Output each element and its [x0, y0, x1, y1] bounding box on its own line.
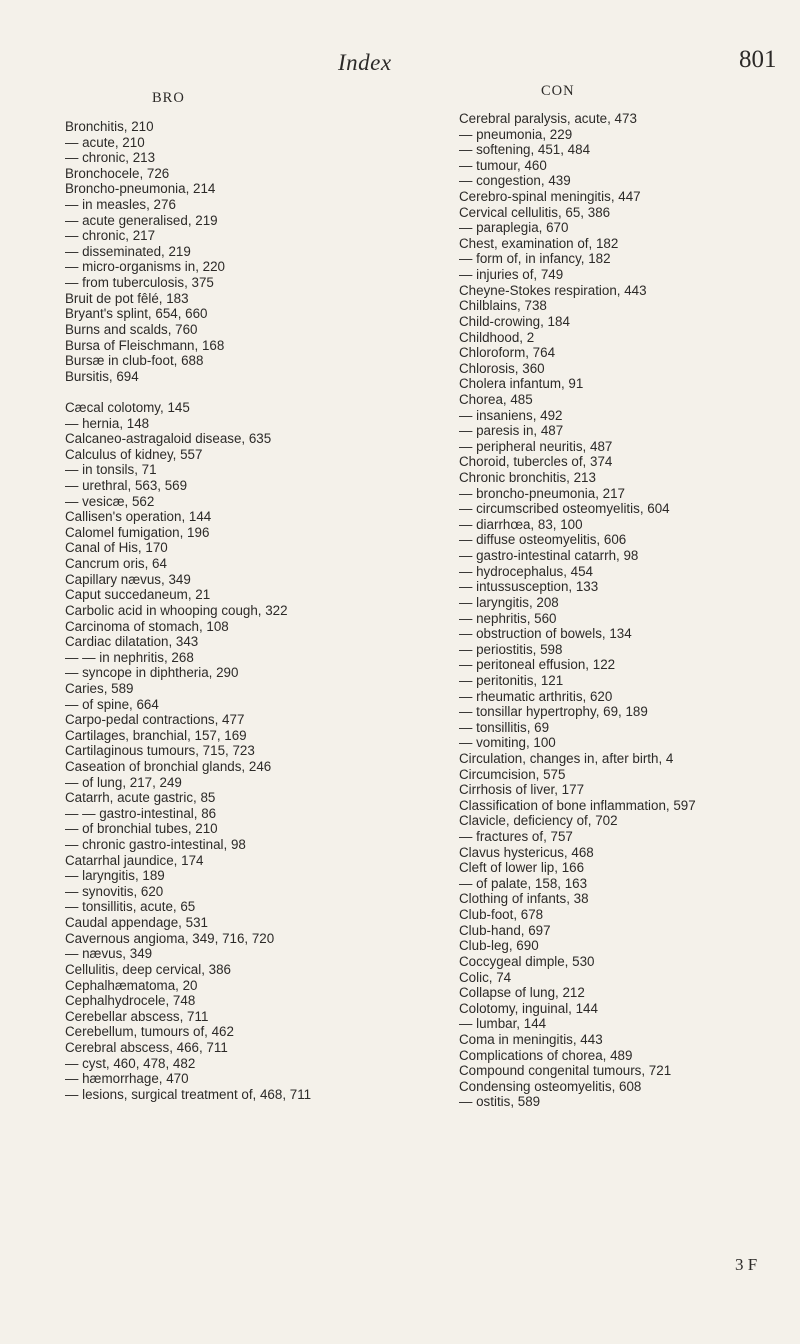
index-entry: — hernia, 148: [65, 415, 150, 431]
index-entry: Capillary nævus, 349: [65, 571, 191, 587]
index-entry: Chlorosis, 360: [459, 360, 545, 376]
index-entry: Caudal appendage, 531: [65, 915, 208, 931]
index-entry: Cellulitis, deep cervical, 386: [65, 961, 231, 977]
index-entry: — hæmorrhage, 470: [65, 1071, 189, 1087]
index-entry: Carpo-pedal contractions, 477: [65, 712, 245, 728]
index-entry: Chorea, 485: [459, 391, 533, 407]
index-entry: — micro-organisms in, 220: [65, 259, 225, 275]
running-header-title: Index: [338, 50, 392, 75]
index-entry: Bryant's splint, 654, 660: [65, 306, 208, 322]
index-entry: Club-hand, 697: [459, 922, 551, 938]
index-entry: Caput succedaneum, 21: [65, 587, 211, 603]
index-entry: — form of, in infancy, 182: [459, 251, 611, 267]
index-entry: Classification of bone inflammation, 597: [459, 797, 696, 813]
index-entry: — lesions, surgical treatment of, 468, 711: [65, 1086, 312, 1102]
index-entry: Caries, 589: [65, 680, 134, 696]
index-entry: Cholera infantum, 91: [459, 376, 584, 392]
index-entry: — hydrocephalus, 454: [459, 563, 593, 579]
index-entry: — ostitis, 589: [459, 1094, 541, 1110]
index-entry: Cerebellar abscess, 711: [65, 1008, 209, 1024]
index-entry: Calomel fumigation, 196: [65, 524, 210, 540]
index-entry: Club-leg, 690: [459, 938, 539, 954]
index-entry: — softening, 451, 484: [459, 142, 591, 158]
index-entry: — of spine, 664: [65, 696, 159, 712]
index-entry: — nephritis, 560: [459, 610, 557, 626]
index-entry: Circumcision, 575: [459, 766, 566, 782]
index-entry: — intussusception, 133: [459, 579, 599, 595]
index-entry: Bronchocele, 726: [65, 165, 170, 181]
index-entry: — diarrhœa, 83, 100: [459, 516, 583, 532]
index-entry: Cæcal colotomy, 145: [65, 399, 190, 415]
index-entry: — — in nephritis, 268: [65, 649, 194, 665]
index-entry: Bursa of Fleischmann, 168: [65, 337, 225, 353]
index-entry: Cheyne-Stokes respiration, 443: [459, 282, 647, 298]
index-entry: Bursitis, 694: [65, 368, 139, 384]
index-entry: Chronic bronchitis, 213: [459, 470, 596, 486]
index-entry: — of palate, 158, 163: [459, 875, 588, 891]
left-index-column: [65, 119, 475, 1102]
index-entry: Catarrhal jaundice, 174: [65, 852, 204, 868]
index-entry: Cephalhæmatoma, 20: [65, 977, 198, 993]
index-entry: Choroid, tubercles of, 374: [459, 454, 613, 470]
index-entry: Cerebral paralysis, acute, 473: [459, 111, 637, 126]
index-entry: — cyst, 460, 478, 482: [65, 1055, 196, 1071]
index-entry: — synovitis, 620: [65, 883, 164, 899]
index-entry: Clavus hystericus, 468: [459, 844, 594, 860]
page-number: 801: [739, 46, 777, 73]
index-entry: Canal of His, 170: [65, 540, 168, 556]
index-entry: Cartilaginous tumours, 715, 723: [65, 743, 255, 759]
index-entry: Collapse of lung, 212: [459, 985, 585, 1001]
section-spacer: [65, 384, 475, 400]
index-entry: — tonsillitis, acute, 65: [65, 899, 196, 915]
right-index-column: [459, 111, 789, 1110]
index-entry: Club-foot, 678: [459, 907, 544, 923]
index-entry: Clothing of infants, 38: [459, 891, 589, 907]
index-entry: — of bronchial tubes, 210: [65, 821, 218, 837]
left-column-heading: BRO: [152, 90, 185, 106]
index-entry: Bursæ in club-foot, 688: [65, 353, 204, 369]
index-entry: Carcinoma of stomach, 108: [65, 618, 229, 634]
index-entry: Broncho-pneumonia, 214: [65, 181, 216, 197]
index-entry: — vesicæ, 562: [65, 493, 155, 509]
index-entry: — in tonsils, 71: [65, 462, 157, 478]
index-entry: Complications of chorea, 489: [459, 1047, 633, 1063]
index-entry: — tonsillitis, 69: [459, 719, 550, 735]
index-entry: Colotomy, inguinal, 144: [459, 1000, 598, 1016]
index-entry: Colic, 74: [459, 969, 512, 985]
index-entry: Cervical cellulitis, 65, 386: [459, 204, 611, 220]
right-column-heading: CON: [541, 83, 575, 99]
index-entry: — laryngitis, 208: [459, 594, 559, 610]
index-entry: Cerebro-spinal meningitis, 447: [459, 189, 641, 205]
index-entry: Compound congenital tumours, 721: [459, 1063, 672, 1079]
index-entry: — peripheral neuritis, 487: [459, 438, 613, 454]
index-entry: — disseminated, 219: [65, 243, 191, 259]
index-entry: Condensing osteomyelitis, 608: [459, 1078, 642, 1094]
index-entry: — vomiting, 100: [459, 735, 556, 751]
index-entry: — insaniens, 492: [459, 407, 563, 423]
index-entry: Childhood, 2: [459, 329, 535, 345]
index-entry: Chilblains, 738: [459, 298, 547, 314]
index-entry: — chronic gastro-intestinal, 98: [65, 837, 246, 853]
index-entry: Bruit de pot fêlé, 183: [65, 290, 189, 306]
index-entry: Circulation, changes in, after birth, 4: [459, 750, 674, 766]
index-entry: — congestion, 439: [459, 173, 571, 189]
index-entry: Callisen's operation, 144: [65, 509, 212, 525]
index-entry: Coma in meningitis, 443: [459, 1031, 603, 1047]
index-entry: — injuries of, 749: [459, 267, 564, 283]
index-entry: Cephalhydrocele, 748: [65, 993, 196, 1009]
index-entry: — lumbar, 144: [459, 1016, 547, 1032]
index-entry: — — gastro-intestinal, 86: [65, 805, 217, 821]
index-entry: Calculus of kidney, 557: [65, 446, 203, 462]
index-entry: Carbolic acid in whooping cough, 322: [65, 602, 288, 618]
index-entry: Caseation of bronchial glands, 246: [65, 758, 272, 774]
index-entry: — pneumonia, 229: [459, 126, 573, 142]
index-entry: — tonsillar hypertrophy, 69, 189: [459, 704, 648, 720]
index-entry: Cavernous angioma, 349, 716, 720: [65, 930, 275, 946]
index-entry: — circumscribed osteomyelitis, 604: [459, 501, 670, 517]
index-entry: — urethral, 563, 569: [65, 478, 188, 494]
index-entry: — from tuberculosis, 375: [65, 275, 214, 291]
index-entry: Cartilages, branchial, 157, 169: [65, 727, 247, 743]
index-entry: Cerebellum, tumours of, 462: [65, 1024, 234, 1040]
index-entry: — fractures of, 757: [459, 829, 573, 845]
signature-mark: 3 F: [735, 1255, 758, 1274]
index-entry: Coccygeal dimple, 530: [459, 953, 595, 969]
index-entry: — rheumatic arthritis, 620: [459, 688, 613, 704]
index-entry: — peritoneal effusion, 122: [459, 657, 616, 673]
index-entry: Cardiac dilatation, 343: [65, 634, 199, 650]
index-entry: Bronchitis, 210: [65, 119, 154, 134]
index-entry: — periostitis, 598: [459, 641, 563, 657]
index-entry: — obstruction of bowels, 134: [459, 626, 632, 642]
index-entry: Cleft of lower lip, 166: [459, 860, 585, 876]
index-entry: Chloroform, 764: [459, 345, 556, 361]
index-entry: — of lung, 217, 249: [65, 774, 182, 790]
index-entry: — syncope in diphtheria, 290: [65, 665, 239, 681]
index-entry: Clavicle, deficiency of, 702: [459, 813, 618, 829]
index-entry: Burns and scalds, 760: [65, 321, 198, 337]
index-entry: — in measles, 276: [65, 197, 176, 213]
index-entry: Chest, examination of, 182: [459, 235, 619, 251]
index-entry: — acute, 210: [65, 134, 145, 150]
index-entry: — laryngitis, 189: [65, 868, 165, 884]
index-entry: — nævus, 349: [65, 946, 153, 962]
index-entry: — paraplegia, 670: [459, 220, 569, 236]
index-entry: — peritonitis, 121: [459, 672, 564, 688]
index-entry: Cerebral abscess, 466, 711: [65, 1039, 228, 1055]
index-entry: — diffuse osteomyelitis, 606: [459, 532, 627, 548]
index-entry: — tumour, 460: [459, 157, 547, 173]
index-entry: — acute generalised, 219: [65, 212, 218, 228]
index-entry: Child-crowing, 184: [459, 313, 570, 329]
index-entry: Cirrhosis of liver, 177: [459, 782, 585, 798]
index-entry: — gastro-intestinal catarrh, 98: [459, 548, 639, 564]
index-entry: — paresis in, 487: [459, 423, 564, 439]
index-entry: — chronic, 217: [65, 228, 156, 244]
index-entry: Cancrum oris, 64: [65, 556, 167, 572]
index-entry: — chronic, 213: [65, 150, 156, 166]
index-entry: Catarrh, acute gastric, 85: [65, 790, 216, 806]
index-entry: — broncho-pneumonia, 217: [459, 485, 626, 501]
index-entry: Calcaneo-astragaloid disease, 635: [65, 431, 272, 447]
